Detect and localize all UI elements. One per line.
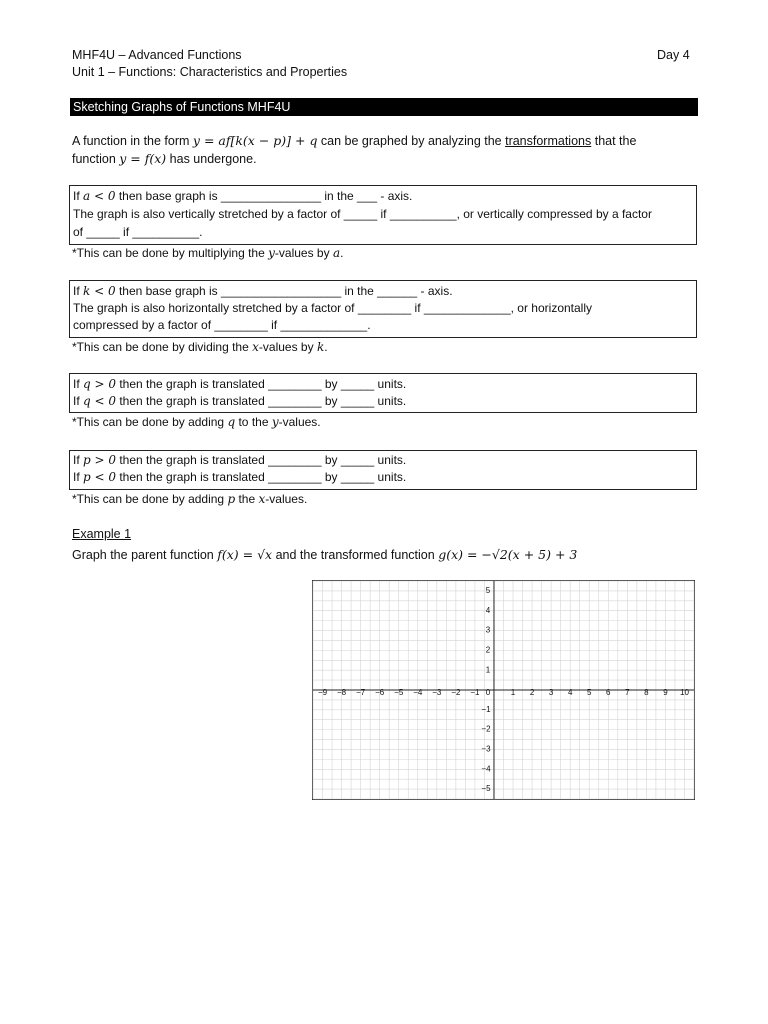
text: -values by bbox=[258, 340, 317, 354]
text: If bbox=[73, 377, 84, 391]
x-tick-label: −4 bbox=[413, 688, 423, 698]
intro-equation: y = af[k(x − p)] + q bbox=[192, 133, 318, 148]
box-a-line-1 bbox=[73, 189, 412, 203]
x-tick-label: 5 bbox=[586, 688, 592, 698]
box-k-line-3: compressed by a factor of ________ if _____________. bbox=[73, 318, 371, 332]
x-tick-label: −9 bbox=[317, 688, 328, 698]
y-tick-label: −1 bbox=[481, 704, 491, 714]
var: y bbox=[271, 415, 279, 429]
condition: q > 0 bbox=[83, 377, 117, 391]
text: the bbox=[235, 492, 259, 506]
y-tick-label: 1 bbox=[485, 665, 491, 675]
text: then the graph is translated ________ by _____ units. bbox=[116, 394, 407, 408]
y-tick-label: −4 bbox=[481, 764, 491, 774]
text: -values. bbox=[278, 415, 321, 429]
x-tick-label: 8 bbox=[644, 688, 649, 698]
transformed-function: g(x) = −√2(x + 5) + 3 bbox=[438, 547, 578, 562]
var: y bbox=[268, 246, 275, 260]
text: -values. bbox=[265, 492, 308, 506]
text: *This can be done by adding bbox=[72, 492, 228, 506]
x-tick-label: 7 bbox=[625, 688, 630, 698]
text: then base graph is _______________ in the ___ - axis. bbox=[115, 189, 413, 203]
note-k bbox=[72, 340, 328, 354]
text: and the transformed function bbox=[272, 548, 439, 562]
box-a-line-3: of _____ if __________. bbox=[73, 225, 203, 239]
parent-function: f(x) = √x bbox=[217, 547, 273, 562]
text: If bbox=[73, 284, 84, 298]
y-tick-label: −5 bbox=[481, 784, 491, 794]
text: then the graph is translated ________ by _____ units. bbox=[116, 453, 407, 467]
box-q-line-1 bbox=[73, 377, 406, 391]
transformations-term: transformations bbox=[505, 134, 592, 148]
y-tick-label: −3 bbox=[481, 744, 491, 754]
text: then the graph is translated ________ by _____ units. bbox=[116, 470, 407, 484]
x-tick-label: −3 bbox=[432, 688, 442, 698]
text: . bbox=[324, 340, 328, 354]
intro-text: function bbox=[72, 152, 120, 166]
intro-equation: y = f(x) bbox=[119, 151, 167, 166]
intro-text: A function in the form bbox=[72, 134, 193, 148]
var: a bbox=[332, 246, 341, 260]
x-tick-label: −8 bbox=[337, 688, 347, 698]
text: If bbox=[73, 453, 84, 467]
var: k bbox=[316, 340, 325, 354]
day-label: Day 4 bbox=[657, 48, 690, 62]
text: . bbox=[340, 246, 344, 260]
text: then base graph is __________________ in the ______ - axis. bbox=[115, 284, 453, 298]
text: *This can be done by multiplying the bbox=[72, 246, 269, 260]
x-tick-label: 6 bbox=[606, 688, 611, 698]
var: x bbox=[258, 492, 266, 506]
x-tick-label: 3 bbox=[548, 688, 554, 698]
y-tick-label: 3 bbox=[485, 625, 491, 635]
condition: p > 0 bbox=[83, 453, 117, 467]
note-q bbox=[72, 415, 321, 429]
coordinate-grid bbox=[312, 580, 695, 800]
note-a bbox=[72, 246, 343, 260]
unit-title: Unit 1 – Functions: Characteristics and Properties bbox=[72, 65, 348, 79]
x-tick-label: 10 bbox=[680, 688, 689, 698]
x-tick-label: −6 bbox=[375, 688, 385, 698]
y-tick-label: −2 bbox=[481, 724, 491, 734]
example-instruction bbox=[72, 547, 577, 562]
intro-text: that the bbox=[591, 134, 637, 148]
text: If bbox=[73, 189, 84, 203]
course-title: MHF4U – Advanced Functions bbox=[72, 48, 242, 62]
text: *This can be done by dividing the bbox=[72, 340, 253, 354]
intro-line-2 bbox=[72, 151, 257, 166]
intro-text: has undergone. bbox=[166, 152, 257, 166]
var: q bbox=[227, 415, 236, 429]
text: If bbox=[73, 470, 84, 484]
x-tick-label: −5 bbox=[394, 688, 404, 698]
var: p bbox=[227, 492, 236, 506]
intro-line-1 bbox=[72, 133, 636, 148]
text: -values by bbox=[274, 246, 333, 260]
box-k-line-2: The graph is also horizontally stretched by a factor of ________ if _____________, or horizontally bbox=[73, 301, 592, 315]
box-p-line-2 bbox=[73, 470, 406, 484]
box-q-line-2 bbox=[73, 394, 406, 408]
example-heading: Example 1 bbox=[72, 527, 132, 541]
x-tick-label: −7 bbox=[356, 688, 366, 698]
condition: a < 0 bbox=[83, 189, 116, 203]
box-k-line-1 bbox=[73, 284, 453, 298]
x-tick-label: 9 bbox=[663, 688, 668, 698]
section-banner: Sketching Graphs of Functions MHF4U bbox=[70, 98, 698, 116]
x-tick-label: 0 bbox=[485, 688, 491, 698]
intro-text: can be graphed by analyzing the bbox=[317, 134, 506, 148]
note-p bbox=[72, 492, 307, 506]
text: then the graph is translated ________ by _____ units. bbox=[116, 377, 407, 391]
y-tick-label: 2 bbox=[485, 645, 491, 655]
y-tick-label: 4 bbox=[485, 605, 491, 615]
box-p-line-1 bbox=[73, 453, 406, 467]
x-tick-label: −1 bbox=[470, 688, 480, 698]
condition: q < 0 bbox=[83, 394, 117, 408]
x-tick-label: 2 bbox=[529, 688, 535, 698]
x-tick-label: 4 bbox=[567, 688, 573, 698]
box-a-line-2: The graph is also vertically stretched by a factor of _____ if __________, or vertically compressed by a factor bbox=[73, 207, 652, 221]
y-tick-label: 5 bbox=[485, 586, 491, 596]
condition: k < 0 bbox=[83, 284, 116, 298]
text: Graph the parent function bbox=[72, 548, 218, 562]
text: If bbox=[73, 394, 84, 408]
var: x bbox=[252, 340, 259, 354]
text: to the bbox=[235, 415, 272, 429]
condition: p < 0 bbox=[83, 470, 117, 484]
text: *This can be done by adding bbox=[72, 415, 228, 429]
x-tick-label: −2 bbox=[451, 688, 461, 698]
x-tick-label: 1 bbox=[510, 688, 516, 698]
